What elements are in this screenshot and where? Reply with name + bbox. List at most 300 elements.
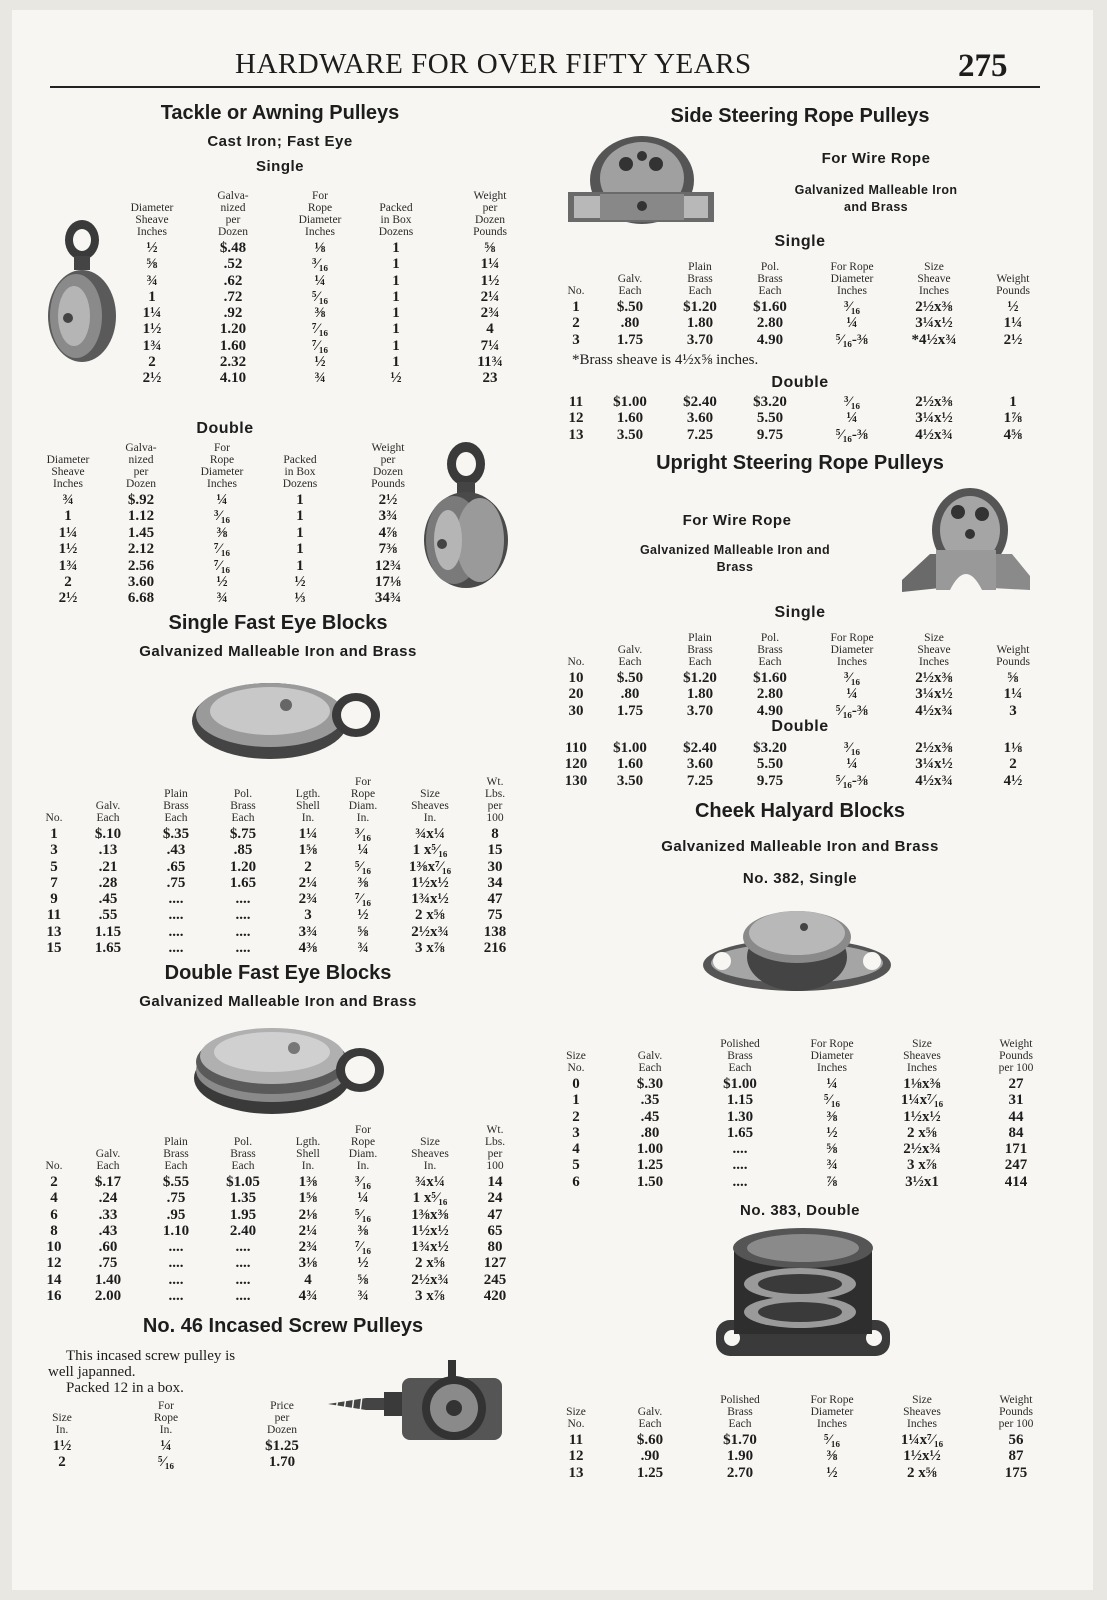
table-cell: 1 [392,288,400,305]
table-cell: 120 [564,756,588,773]
cheek-single-table [556,1032,1038,1190]
table-cell: 1¼x⁷⁄₁₆ [900,1092,944,1109]
table-cell: 30 [568,702,584,719]
column-header: For Rope Diam. In. [348,776,378,824]
table-cell: ³⁄₁₆ [844,299,860,315]
table-cell: ⁵⁄₁₆-⅜ [835,772,869,789]
table-cell: $.75 [229,826,257,842]
cheek-halyard-subtitle: Galvanized Malleable Iron and Brass [661,838,939,855]
table-cell: ¼ [826,1076,838,1092]
table-cell: 1.20 [219,321,247,338]
table-cell: ⁵⁄₁₆-⅜ [835,426,869,443]
table-cell: 8 [491,826,499,842]
table-cell: ½ [826,1124,838,1141]
table-row [38,875,518,891]
table-cell: 1⅜ [298,1174,318,1190]
table-row [556,427,1038,443]
table-cell: 3 [572,331,580,348]
table-cell: .... [168,907,184,924]
table-cell: 1½x½ [903,1448,941,1465]
table-cell: ³⁄₁₆ [844,394,860,410]
table-cell: 2 [572,1108,580,1125]
table-row [38,1272,518,1288]
column-header: Weight Pounds per 100 [998,1394,1034,1430]
table-cell: 11 [568,1432,584,1448]
table-cell: .33 [98,1206,118,1223]
table-cell: 12 [568,1448,584,1465]
table-cell: ⁵⁄₁₆ [355,1206,371,1223]
table-row [38,525,428,541]
table-cell: .... [235,1255,251,1272]
table-cell: 1 [296,492,304,508]
table-cell: 20 [568,686,584,703]
table-cell: 2 x⅝ [415,907,445,924]
table-cell: $3.20 [753,394,787,410]
table-cell: 3¾ [378,508,398,525]
table-cell: 3.70 [686,331,714,348]
table-row [120,289,520,305]
column-header: Galv. Each [637,1406,663,1430]
table-cell: ³⁄₁₆ [844,670,860,686]
table-cell: 1.90 [726,1448,754,1465]
table-cell: ½ [1007,299,1019,315]
table-cell: ½ [216,573,228,590]
table-cell: 2 [304,858,312,875]
table-cell: ¾ [357,1288,369,1305]
table-cell: 2.00 [94,1288,122,1305]
table-cell: 5 [50,858,58,875]
table-cell: 1 [296,508,304,525]
table-cell: $1.60 [753,299,787,315]
table-cell: 87 [1008,1448,1024,1465]
table-cell: .62 [223,272,243,289]
table-cell: 7 [50,874,58,891]
table-cell: 84 [1008,1124,1024,1141]
table-cell: ⅞ [826,1173,838,1190]
table-cell: 3 [50,842,58,859]
table-cell: 5.50 [756,756,784,773]
table-cell: 245 [483,1271,507,1288]
table-cell: ¼ [846,756,858,773]
column-header: Plain Brass Each [687,261,713,297]
table-cell: 4.10 [219,370,247,387]
table-cell: 1.60 [616,756,644,773]
table-cell: 1.60 [616,410,644,427]
table-cell: ¾x¼ [415,1174,445,1190]
table-header-row [556,247,1038,299]
table-cell: 23 [482,370,498,387]
table-cell: ⁵⁄₁₆-⅜ [835,331,869,348]
table-cell: .43 [98,1222,118,1239]
column-header: Size No. [566,1050,586,1074]
table-cell: ⅜ [826,1448,838,1465]
cheek-double-block-illustration [712,1226,894,1360]
table-cell: ³⁄₁₆ [214,508,230,525]
table-cell: 1¼ [1003,315,1023,332]
table-cell: ½ [390,370,402,387]
upright-steering-material: Galvanized Malleable Iron and Brass [639,543,831,574]
table-row [556,703,1038,719]
table-cell: ⅝ [1007,670,1019,686]
cheek-halyard-double-label: No. 383, Double [739,1202,861,1219]
upright-steering-title: Upright Steering Rope Pulleys [656,452,944,474]
table-cell: ⁵⁄₁₆ [824,1092,840,1109]
table-row [120,305,520,321]
incased-title: No. 46 Incased Screw Pulleys [142,1315,424,1337]
upright-steering-double-label: Double [771,718,829,735]
table-cell: 1¾x½ [411,891,449,908]
table-cell: 1.60 [219,337,247,354]
table-row [556,773,1038,789]
table-cell: 3.50 [616,426,644,443]
table-cell: 1.75 [616,702,644,719]
table-cell: 56 [1008,1432,1024,1448]
table-cell: 1 [392,256,400,273]
table-cell: $.60 [636,1432,664,1448]
table-header-row [120,188,520,240]
table-cell: 2 [58,1454,66,1470]
table-cell: 1½x½ [411,1222,449,1239]
column-header: Pol. Brass Each [230,788,256,824]
column-header: Plain Brass Each [687,632,713,668]
table-cell: ⁷⁄₁₆ [312,321,328,338]
table-cell: .28 [98,874,118,891]
table-cell: 1.75 [616,331,644,348]
table-cell: ⅝ [826,1141,838,1158]
table-cell: 11 [568,394,584,410]
column-header: For Rope Diameter Inches [298,190,342,238]
table-cell: 2 [64,573,72,590]
column-header: Weight per Dozen Pounds [473,190,507,238]
table-cell: $.50 [616,299,644,315]
table-cell: $.50 [616,670,644,686]
column-header: No. [45,812,63,824]
table-cell: 1.30 [726,1108,754,1125]
table-cell: ½ [357,907,369,924]
table-cell: 3¾ [298,923,318,940]
table-cell: ⁵⁄₁₆ [824,1432,840,1448]
column-header: Polished Brass Each [720,1394,760,1430]
table-cell: .60 [98,1239,118,1256]
column-header: No. [567,656,585,668]
table-cell: .... [732,1173,748,1190]
tackle-double-label: Double [196,420,254,437]
table-cell: $1.25 [265,1438,299,1454]
table-cell: 3 [572,1124,580,1141]
single-fast-eye-block-illustration [190,675,390,763]
table-cell: 24 [487,1190,503,1207]
table-cell: $.17 [94,1174,122,1190]
table-cell: ³⁄₁₆ [355,1174,371,1190]
table-cell: ⁵⁄₁₆ [158,1454,174,1470]
table-cell: $1.20 [683,299,717,315]
column-header: Packed in Box Dozens [378,202,414,238]
table-cell: ½ [146,240,158,256]
table-cell: 2 [50,1174,58,1190]
table-row [38,558,428,574]
table-cell: 1¼ [58,524,78,541]
table-cell: $.48 [219,240,247,256]
table-cell: 2.56 [127,557,155,574]
table-cell: 7.25 [686,772,714,789]
table-row [38,924,518,940]
table-cell: ⁵⁄₁₆ [355,858,371,875]
table-cell: 1.70 [268,1454,296,1470]
column-header: For Rope In. [153,1400,179,1436]
table-cell: 3.60 [127,573,155,590]
table-row [38,891,518,907]
table-cell: ¼ [314,272,326,289]
table-row [556,670,1038,686]
table-cell: 6 [572,1173,580,1190]
table-cell: 1¼ [480,256,500,273]
incased-description-1: This incased screw pulley is [66,1348,236,1364]
column-header: Galv. Each [637,1050,663,1074]
column-header: For Rope Diameter Inches [810,1394,854,1430]
table-cell: 2.70 [726,1464,754,1481]
column-header: Plain Brass Each [163,788,189,824]
table-cell: ¾ [357,940,369,957]
table-cell: 4½x¾ [915,426,953,443]
incased-description-2: well japanned. [48,1364,136,1380]
table-cell: 15 [487,842,503,859]
side-steering-subtitle: For Wire Rope [821,150,931,167]
cheek-single-block-illustration [700,903,894,999]
table-cell: 8 [50,1222,58,1239]
column-header: Galv. Each [95,800,121,824]
table-row [38,1239,518,1255]
table-cell: .24 [98,1190,118,1207]
table-cell: 2¼ [298,874,318,891]
table-cell: 1 [1009,394,1017,410]
table-cell: 2.80 [756,686,784,703]
table-cell: 1 [392,354,400,371]
table-cell: 31 [1008,1092,1024,1109]
table-cell: 65 [487,1222,503,1239]
column-header: Polished Brass Each [720,1038,760,1074]
table-cell: .... [235,1239,251,1256]
table-cell: ¼ [160,1438,172,1454]
table-row [38,842,518,858]
table-row [38,1174,518,1190]
table-cell: 2½x¾ [411,923,449,940]
table-row [38,590,428,606]
table-row [556,740,1038,756]
table-cell: ⁷⁄₁₆ [355,1239,371,1256]
table-cell: .92 [223,305,243,322]
table-cell: 2½x¾ [903,1141,941,1158]
table-cell: ⅝ [484,240,496,256]
table-cell: 1¼ [298,826,318,842]
table-cell: $1.20 [683,670,717,686]
table-cell: $1.00 [723,1076,757,1092]
tackle-title: Tackle or Awning Pulleys [160,102,400,124]
table-cell: 11¾ [477,354,503,371]
side-steering-pulley-illustration [566,136,716,228]
table-cell: 5.50 [756,410,784,427]
table-cell: 1.45 [127,524,155,541]
table-cell: ⅓ [294,590,306,607]
table-cell: $1.05 [226,1174,260,1190]
table-cell: $.92 [127,492,155,508]
table-cell: .55 [98,907,118,924]
table-cell: 1.40 [94,1271,122,1288]
table-cell: 4½x¾ [915,772,953,789]
table-cell: 0 [572,1076,580,1092]
single-fast-eye-table [38,772,518,956]
table-cell: 2½ [378,492,398,508]
table-cell: 3 [1009,702,1017,719]
table-cell: .72 [223,288,243,305]
table-cell: 2.12 [127,541,155,558]
table-cell: 2.32 [219,354,247,371]
table-cell: 1.95 [229,1206,257,1223]
table-cell: ⅜ [314,305,326,322]
table-cell: ½ [314,354,326,371]
table-cell: 1.80 [686,686,714,703]
table-cell: 4½x¾ [915,702,953,719]
table-header-row [556,618,1038,670]
table-row [556,1092,1038,1108]
table-cell: 1 [50,826,58,842]
table-cell: 12¾ [374,557,402,574]
table-cell: 2 [572,315,580,332]
column-header: Size Sheaves Inches [903,1038,941,1074]
table-cell: 2 [148,354,156,371]
table-cell: $.10 [94,826,122,842]
table-row [38,1255,518,1271]
table-cell: .... [168,1239,184,1256]
table-cell: .80 [640,1124,660,1141]
table-cell: $2.40 [683,740,717,756]
table-cell: 4.90 [756,702,784,719]
table-cell: ¼ [846,410,858,427]
table-cell: ½ [294,573,306,590]
table-cell: 80 [487,1239,503,1256]
table-cell: 4⅞ [378,524,398,541]
table-cell: 47 [487,1206,503,1223]
table-cell: .... [168,1288,184,1305]
table-cell: 1.65 [229,874,257,891]
column-header: Pol. Brass Each [230,1136,256,1172]
table-cell: ¾ [62,492,74,508]
table-cell: 1.65 [726,1124,754,1141]
table-cell: 1¼ [1003,686,1023,703]
table-cell: 2½x⅜ [915,740,953,756]
table-cell: 4 [304,1271,312,1288]
table-cell: 2¼ [480,288,500,305]
column-header: Weight Pounds per 100 [998,1038,1034,1074]
table-cell: 6 [50,1206,58,1223]
table-cell: 3¼x½ [915,315,953,332]
table-cell: ³⁄₁₆ [355,826,371,842]
table-row [556,315,1038,331]
table-row [556,1174,1038,1190]
incased-screw-pulley-illustration [326,1358,516,1450]
table-row [556,394,1038,410]
table-cell: 1.80 [686,315,714,332]
table-row [38,1207,518,1223]
table-cell: 3.60 [686,410,714,427]
header-rule [50,86,1040,88]
table-cell: ³⁄₁₆ [844,740,860,756]
column-header: Wt. Lbs. per 100 [484,1124,506,1172]
table-cell: 4¾ [298,1288,318,1305]
column-header: Plain Brass Each [163,1136,189,1172]
table-row [38,541,428,557]
table-cell: $1.00 [613,740,647,756]
table-cell: 9.75 [756,772,784,789]
table-cell: 3¼x½ [915,756,953,773]
table-row [120,338,520,354]
table-cell: 34¾ [374,590,402,607]
table-cell: 1.20 [229,858,257,875]
table-cell: 3⅛ [298,1255,318,1272]
table-cell: .... [168,1255,184,1272]
side-steering-double-table [556,394,1038,443]
table-row [38,826,518,842]
table-cell: 1½x½ [903,1108,941,1125]
column-header: No. [567,285,585,297]
column-header: Size Sheaves In. [411,788,449,824]
table-cell: ¾ [146,272,158,289]
table-cell: 2.40 [229,1222,257,1239]
double-fast-eye-table [38,1120,518,1304]
table-cell: ¾ [826,1157,838,1174]
double-fast-eye-block-illustration [192,1022,392,1118]
table-cell: 3¼x½ [915,686,953,703]
table-cell: 1⅝ [298,1190,318,1207]
table-cell: 1 [392,337,400,354]
table-row [556,410,1038,426]
table-cell: 3 x⅞ [907,1157,937,1174]
table-cell: ⁷⁄₁₆ [355,891,371,908]
table-cell: 27 [1008,1076,1024,1092]
column-header: Size Sheave Inches [917,261,951,297]
table-cell: 3 x⅞ [415,1288,445,1305]
column-header: For Rope Diameter Inches [830,261,874,297]
column-header: No. [45,1160,63,1172]
table-cell: $3.20 [753,740,787,756]
table-cell: ⅝ [146,256,158,273]
table-cell: 1 [572,299,580,315]
table-cell: 1.12 [127,508,155,525]
table-cell: ½ [357,1255,369,1272]
double-fast-eye-subtitle: Galvanized Malleable Iron and Brass [139,993,417,1010]
table-cell: 14 [487,1174,503,1190]
table-cell: ⁷⁄₁₆ [312,337,328,354]
table-cell: 1⅞ [1003,410,1023,427]
table-cell: .13 [98,842,118,859]
table-cell: 2¾ [480,305,500,322]
table-cell: ⅜ [357,1222,369,1239]
table-cell: 10 [568,670,584,686]
table-cell: .75 [166,874,186,891]
cheek-double-table [556,1388,1038,1481]
table-cell: 2¾ [298,1239,318,1256]
table-cell: 4½ [1003,772,1023,789]
table-cell: 2½x¾ [411,1271,449,1288]
table-cell: 1 [148,288,156,305]
tackle-double-table [38,440,428,607]
column-header: Lgth. Shell In. [295,1136,321,1172]
upright-steering-single-label: Single [774,604,826,621]
table-cell: ⁷⁄₁₆ [214,541,230,558]
table-row [38,907,518,923]
column-header: Diameter Sheave Inches [46,454,90,490]
table-cell: .... [168,923,184,940]
table-cell: 1 [392,240,400,256]
